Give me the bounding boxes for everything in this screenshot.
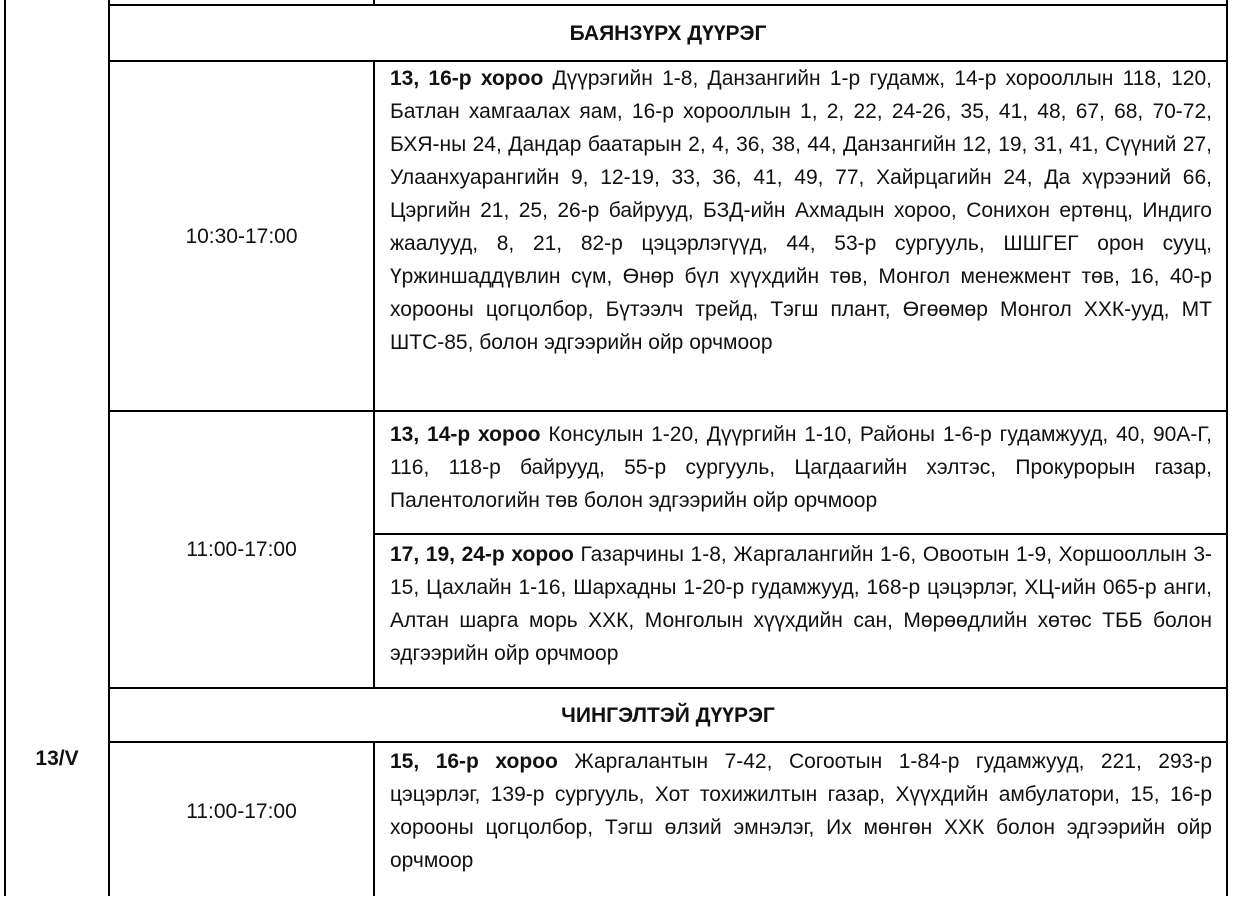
district-header-chingeltei — [110, 689, 1226, 741]
area-description — [375, 745, 1226, 896]
khoroo-label: 13, 16-р хороо — [390, 67, 544, 90]
area-text: Консулын 1-20, Дүүргийн 1-10, Районы 1-6-р гудамжууд, 40, 90А-Г, 116, 118-р байрууд, 55-р сургууль, Цагдаагийн хэлтэс, Прокурорын газар, Палентологийн төв болон эдгээрийн ойр орчмоор — [390, 423, 1212, 512]
khoroo-label: 13, 14-р хороо — [390, 423, 541, 446]
time-label: 11:00-17:00 — [186, 799, 297, 823]
area-description — [375, 62, 1226, 410]
area-description — [375, 418, 1226, 533]
table-right-border — [1226, 0, 1228, 896]
district-name: ЧИНГЭЛТЭЙ ДҮҮРЭГ — [561, 703, 775, 727]
area-text: Газарчины 1-8, Жаргалангийн 1-6, Овоотын 1-9, Хоршооллын 3-15, Цахлайн 1-16, Шархадны 1-20-р гудамжууд, 168-р цэцэрлэг, ХЦ-ийн 065-р анги, Алтан шарга морь ХХК, Монголын хүүхдийн сан, Мөрөөдлийн хөтөс ТББ болон эдгээрийн ойр орчмоор — [390, 543, 1212, 665]
date-label: 13/V — [35, 746, 79, 770]
district-header-bayanzurkh — [110, 6, 1226, 60]
area-description — [375, 538, 1226, 687]
time-label: 11:00-17:00 — [186, 538, 297, 561]
date-cell — [6, 600, 108, 916]
area-text: Жаргалантын 7-42, Согоотын 1-84-р гудамжууд, 221, 293-р цэцэрлэг, 139-р сургууль, Хот тохижилтын газар, Хүүхдийн амбулатори, 15, 16-р хорооны цогцолбор, Тэгш өлзий эмнэлэг, Их мөнгөн ХХК болон эдгээрийн ойр орчмоор — [390, 750, 1212, 872]
district-name: БАЯНЗҮРХ ДҮҮРЭГ — [569, 21, 767, 45]
khoroo-label: 15, 16-р хороо — [390, 750, 558, 773]
time-cell — [110, 743, 373, 879]
time-cell — [110, 62, 373, 410]
rule-entry-split — [373, 533, 1228, 535]
area-text: Дүүрэгийн 1-8, Данзангийн 1-р гудамж, 14-р хорооллын 118, 120, Батлан хамгаалах яам, 16-р хорооллын 1, 2, 22, 24-26, 35, 41, 48, 67, 68, 70-72, БХЯ-ны 24, Дандар баатарын 2, 4, 36, 38, 44, Данзангийн 12, 19, 31, 41, Сүүний 27, Улаанхуарангийн 9, 12-19, 33, 36, 41, 49, 77, Хайрцагийн 24, Да хүрээний 66, Цэргийн 21, 25, 26-р байрууд, БЗД-ийн Ахмадын хороо, Сонихон ертөнц, Индиго жаалууд, 8, 21, 82-р цэцэрлэгүүд, 44, 53-р сургууль, ШШГЕГ орон сууц, Үржиншаддүвлин сүм, Өнөр бүл хүүхдийн төв, Монгол менежмент төв, 16, 40-р хорооны цогцолбор, Бүтээлч трейд, Тэгш плант, Өгөөмөр Монгол ХХК-ууд, МТ ШТС-85, болон эдгээрийн ойр орчмоор — [390, 67, 1212, 354]
time-cell — [110, 412, 373, 687]
khoroo-label: 17, 19, 24-р хороо — [390, 543, 574, 566]
time-label: 10:30-17:00 — [185, 224, 298, 248]
